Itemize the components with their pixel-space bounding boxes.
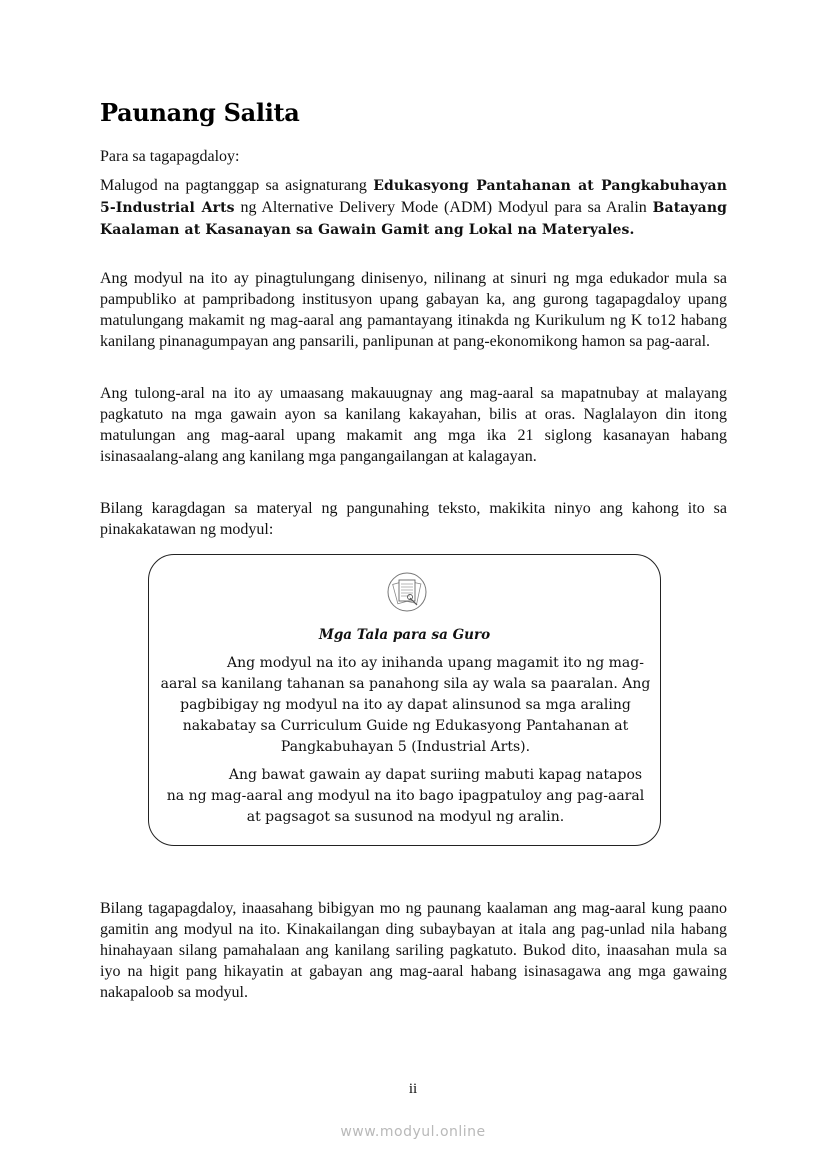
teacher-notes-box: [148, 554, 661, 846]
closing-paragraph: Bilang tagapagdaloy, inaasahang bibigyan mo ng paunang kaalaman ang mag-aaral kung paano gamitin ang modyul na ito. Kinakailangan ding subaybayan at itala ang pag-unlad nila habang hinahayaan silang pamahalaan ang kanilang sariling pagkatuto. Bukod dito, inaasahan mula sa iyo na higit pang hikayatin at gabayan ang mag-aaral habang isinasagawa ang mga gawaing nakapaloob sa modyul.: [100, 900, 727, 1001]
salutation: Para sa tagapagdaloy:: [100, 148, 240, 165]
lesson-name: Batayang Kaalaman at Kasanayan sa Gawain Gamit ang Lokal na Materyales.: [100, 200, 728, 238]
teacher-notes-icon: [386, 571, 428, 613]
subject-name: Edukasyong Pantahanan at Pangkabuhayan 5-Industrial Arts: [100, 178, 728, 216]
box-title: Mga Tala para sa Guro: [318, 627, 491, 643]
watermark: www.modyul.online: [340, 1124, 486, 1140]
page-title: Paunang Salita: [100, 98, 300, 127]
intro-paragraph: [100, 175, 727, 241]
body-paragraph: Ang tulong-aral na ito ay umaasang makauugnay ang mag-aaral sa mapatnubay at malayang pagkatuto na mga gawain ayon sa kanilang kakayahan, bilis at oras. Naglalayon din itong matulungan ang mag-aaral upang makamit ang mga ika 21 siglong kasanayan habang isinasaalang-alang ang kanilang mga pangangailangan at kalagayan.: [100, 385, 727, 465]
box-paragraph: Ang modyul na ito ay inihanda upang magamit ito ng mag-aaral sa kanilang tahanan sa panahong sila ay wala sa paaralan. Ang pagbibigay ng modyul na ito ay dapat alinsunod sa mga araling nakabatay sa Curriculum Guide ng Edukasyong Pantahanan at Pangkabuhayan 5 (Industrial Arts).: [160, 655, 651, 755]
intro-text-mid: ng Alternative Delivery Mode (ADM) Modyul para sa Aralin: [234, 199, 653, 216]
body-paragraph: Ang modyul na ito ay pinagtulungang dinisenyo, nilinang at sinuri ng mga edukador mula sa pampubliko at pampribadong institusyon upang gabayan ka, ang gurong tagapagdaloy upang matulungang makamit ng mag-aaral ang pamantayang itinakda ng Kurikulum ng K to12 habang kanilang pinanagumpayan ang pansarili, panlipunan at pang-ekonomikong hamon sa pag-aaral.: [100, 270, 727, 350]
box-paragraph: Ang bawat gawain ay dapat suriing mabuti kapag natapos na ng mag-aaral ang modyul na ito bago ipagpatuloy ang pag-aaral at pagsagot sa susunod na modyul ng aralin.: [166, 767, 645, 825]
page-number: ii: [408, 1081, 418, 1097]
body-paragraph: Bilang karagdagan sa materyal ng pangunahing teksto, makikita ninyo ang kahong ito sa pinakakatawan ng modyul:: [100, 500, 727, 538]
intro-text-pre: Malugod na pagtanggap sa asignaturang: [100, 177, 374, 194]
